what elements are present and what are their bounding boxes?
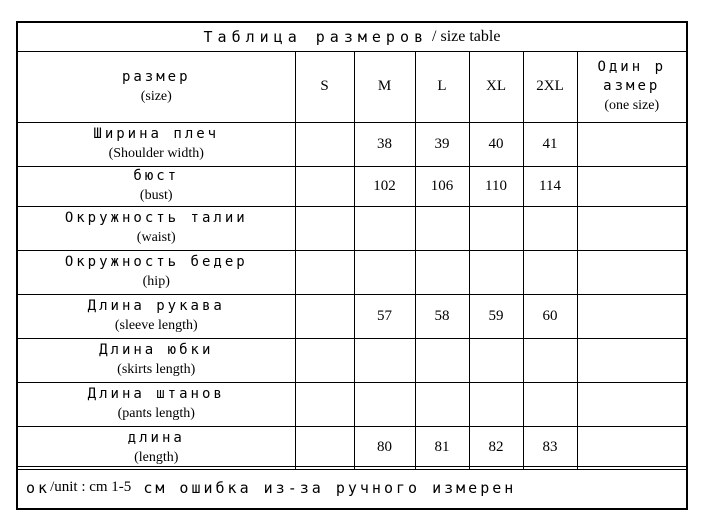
table-title: [18, 23, 686, 52]
measurement-value: [295, 166, 354, 206]
measurement-value: 114: [523, 166, 577, 206]
measurement-value: [354, 206, 415, 250]
measurement-label: [18, 206, 295, 250]
measurement-value: [295, 382, 354, 426]
measurement-label-ru: Окружность талии: [64, 210, 248, 226]
measurement-label-ru: Длина рукава: [87, 298, 225, 314]
measurement-value: 81: [415, 426, 469, 469]
measurement-value: [469, 382, 523, 426]
measurement-value: 110: [469, 166, 523, 206]
measurement-value: 39: [415, 122, 469, 166]
measurement-value: 80: [354, 426, 415, 469]
size-grid: [18, 52, 686, 470]
header-size-m: M: [354, 52, 415, 122]
measurement-value: [469, 206, 523, 250]
measurement-label: [18, 382, 295, 426]
measurement-value: [523, 382, 577, 426]
table-row: [18, 250, 686, 294]
title-ru: Таблица размеров: [203, 28, 429, 46]
measurement-value: [415, 382, 469, 426]
measurement-value: [354, 382, 415, 426]
measurement-value: 38: [354, 122, 415, 166]
measurement-label-en: (length): [134, 449, 179, 465]
measurement-value: [469, 338, 523, 382]
measurement-label-en: (pants length): [117, 406, 195, 421]
header-size-s: S: [295, 52, 354, 122]
header-one-size: Один р азмер (one size): [577, 52, 686, 122]
measurement-value: [577, 338, 686, 382]
measurement-value: [577, 294, 686, 338]
table-row: [18, 294, 686, 338]
measurement-label-ru: Окружность бедер: [64, 254, 248, 270]
measurement-value: 106: [415, 166, 469, 206]
measurement-note: [18, 466, 686, 508]
measurement-value: [354, 250, 415, 294]
measurement-label-ru: Ширина плеч: [93, 126, 220, 142]
footer-suffix-ru: см ошибка из-за ручного измерен: [131, 478, 517, 497]
measurement-label: [18, 166, 295, 206]
measurement-value: 57: [354, 294, 415, 338]
measurement-value: [415, 338, 469, 382]
measurement-value: [295, 294, 354, 338]
measurement-value: [577, 382, 686, 426]
table-row: [18, 382, 686, 426]
measurement-value: [469, 250, 523, 294]
header-size-2xl: 2XL: [523, 52, 577, 122]
measurement-value: [295, 250, 354, 294]
title-separator: /: [428, 28, 441, 45]
header-row: [18, 52, 686, 122]
measurement-label: [18, 426, 295, 469]
measurement-value: 59: [469, 294, 523, 338]
header-size-l: L: [415, 52, 469, 122]
measurement-value: 58: [415, 294, 469, 338]
measurement-value: 102: [354, 166, 415, 206]
measurement-label: [18, 122, 295, 166]
measurement-value: [295, 338, 354, 382]
table-row: [18, 426, 686, 469]
measurement-value: [577, 166, 686, 206]
measurement-value: [523, 338, 577, 382]
table-row: [18, 166, 686, 206]
measurement-value: [577, 250, 686, 294]
table-row: [18, 338, 686, 382]
title-en: size table: [440, 28, 501, 45]
measurement-value: [354, 338, 415, 382]
measurement-value: 60: [523, 294, 577, 338]
measurement-value: 40: [469, 122, 523, 166]
measurement-value: [577, 206, 686, 250]
measurement-label-en: (waist): [136, 230, 176, 245]
measurement-label: [18, 294, 295, 338]
measurement-label: [18, 338, 295, 382]
measurement-value: [295, 206, 354, 250]
measurement-label-ru: бюст: [133, 168, 180, 184]
measurement-label-ru: Длина штанов: [87, 386, 225, 402]
measurement-label-ru: длина: [127, 429, 185, 446]
measurement-label-en: (hip): [142, 274, 170, 289]
measurement-label-en: (Shoulder width): [108, 146, 204, 161]
table-row: [18, 206, 686, 250]
table-row: [18, 122, 686, 166]
measurement-value: [415, 206, 469, 250]
header-size-xl: XL: [469, 52, 523, 122]
measurement-value: 82: [469, 426, 523, 469]
measurement-value: [415, 250, 469, 294]
measurement-label: [18, 250, 295, 294]
measurement-value: 41: [523, 122, 577, 166]
size-table-frame: [16, 21, 688, 510]
measurement-value: [577, 122, 686, 166]
measurement-value: [295, 122, 354, 166]
measurement-label-en: (bust): [139, 188, 173, 203]
measurement-label-en: (skirts length): [117, 362, 196, 377]
footer-prefix-en: /unit : cm 1-5: [50, 479, 132, 495]
measurement-label-ru: Длина юбки: [99, 342, 214, 358]
measurement-value: [523, 250, 577, 294]
measurement-value: [295, 426, 354, 469]
measurement-value: [577, 426, 686, 469]
footer-prefix-ru: ок: [26, 478, 51, 497]
measurement-value: 83: [523, 426, 577, 469]
header-size-label: размер (size): [18, 52, 295, 122]
measurement-value: [523, 206, 577, 250]
measurement-label-en: (sleeve length): [114, 318, 198, 333]
